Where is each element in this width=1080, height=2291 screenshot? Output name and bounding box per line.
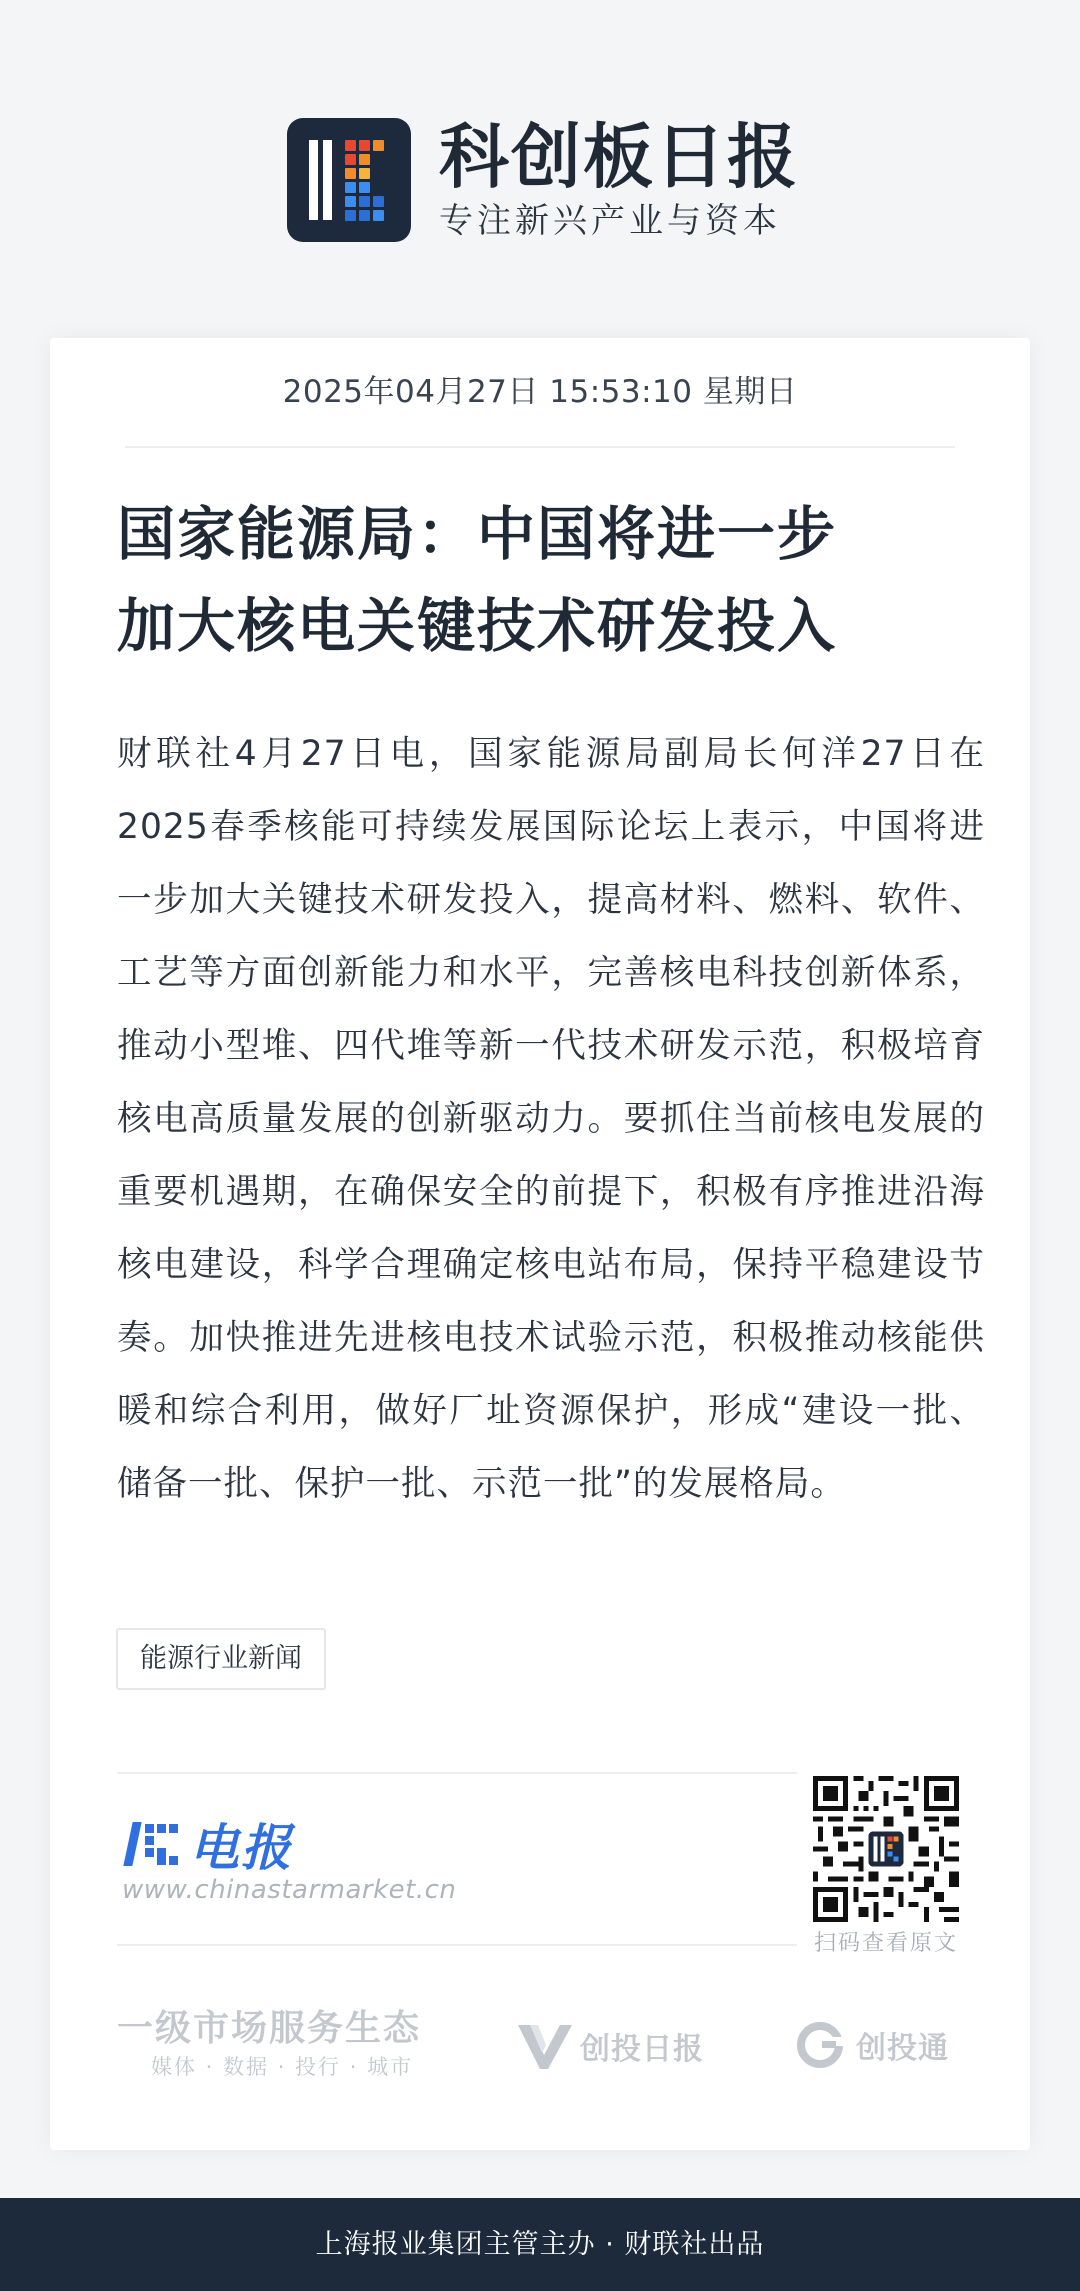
footer-bar: 上海报业集团主管主办 · 财联社出品 (0, 2198, 1080, 2291)
logo-square (359, 210, 370, 221)
partner-chuangtou-ribao (516, 2019, 704, 2073)
logo-square (359, 140, 370, 151)
brand-slogan: 专注新兴产业与资本 (439, 201, 781, 241)
logo-square (359, 196, 370, 207)
logo-square (359, 154, 370, 165)
dianbao-logo-dots-icon (143, 1822, 181, 1866)
logo-square (345, 210, 356, 221)
partner-chuangtoutong (796, 2021, 949, 2069)
logo-bar (309, 140, 318, 220)
divider (117, 1772, 797, 1774)
ecosystem-block (117, 2006, 437, 2082)
partner-name: 创投日报 (580, 2032, 704, 2067)
headline-line-2: 加大核电关键技术研发投入 (117, 592, 838, 660)
logo-square (359, 182, 370, 193)
ecosystem-subtitle: 媒体 · 数据 · 投行 · 城市 (151, 2055, 414, 2079)
logo-dot (157, 1824, 166, 1833)
logo-square (345, 196, 356, 207)
divider (125, 446, 955, 448)
article-headline (117, 488, 977, 672)
brand-text (439, 117, 799, 243)
article-card (50, 338, 1030, 2150)
ecosystem-title: 一级市场服务生态 (117, 2008, 422, 2049)
qr-caption: 扫码查看原文 (813, 1931, 958, 1956)
dianbao-logo (128, 1808, 293, 1880)
logo-square (373, 140, 384, 151)
article-datetime: 2025年04月27日 15:53:10 星期日 (282, 374, 798, 410)
logo-dot (145, 1848, 154, 1857)
chuangtoutong-logo-icon (796, 2021, 844, 2069)
logo-dot (157, 1856, 166, 1865)
logo-square (345, 154, 356, 165)
logo-square (359, 168, 370, 179)
logo-dot (169, 1824, 178, 1833)
dianbao-name: 电报 (189, 1819, 293, 1877)
site-url[interactable]: www.chinastarmarket.cn (122, 1875, 457, 1905)
brand-header (287, 115, 799, 242)
brand-name: 科创板日报 (439, 115, 799, 198)
partner-name: 创投通 (856, 2031, 949, 2066)
chuangtou-ribao-logo-icon (516, 2019, 574, 2073)
logo-square (373, 196, 384, 207)
logo-square (345, 140, 356, 151)
divider (117, 1944, 797, 1946)
headline-line-1: 国家能源局：中国将进一步 (117, 500, 838, 568)
logo-dot (169, 1856, 178, 1865)
kechuangban-logo-icon (287, 118, 411, 242)
category-tag[interactable]: 能源行业新闻 (116, 1628, 326, 1690)
dianbao-logo-bar-icon (123, 1822, 141, 1866)
qr-code-icon[interactable] (813, 1776, 959, 1922)
logo-bar (323, 140, 332, 220)
logo-square (345, 182, 356, 193)
logo-square (373, 210, 384, 221)
logo-dot (145, 1824, 154, 1833)
logo-dot (145, 1836, 154, 1845)
article-body: 财联社4月27日电，国家能源局副局长何洋27日在2025春季核能可持续发展国际论坛上表示，中国将进一步加大关键技术研发投入，提高材料、燃料、软件、工艺等方面创新能力和水平，完善核电科技创新体系，推动小型堆、四代堆等新一代技术研发示范，积极培育核电高质量发展的创新驱动力。要抓住当前核电发展的重要机遇期，在确保安全的前提下，积极有序推进沿海核电建设，科学合理确定核电站布局，保持平稳建设节奏。加快推进先进核电技术试验示范，积极推动核能供暖和综合利用，做好厂址资源保护，形成“建设一批、储备一批、保护一批、示范一批”的发展格局。 (117, 734, 985, 1504)
logo-square (345, 168, 356, 179)
